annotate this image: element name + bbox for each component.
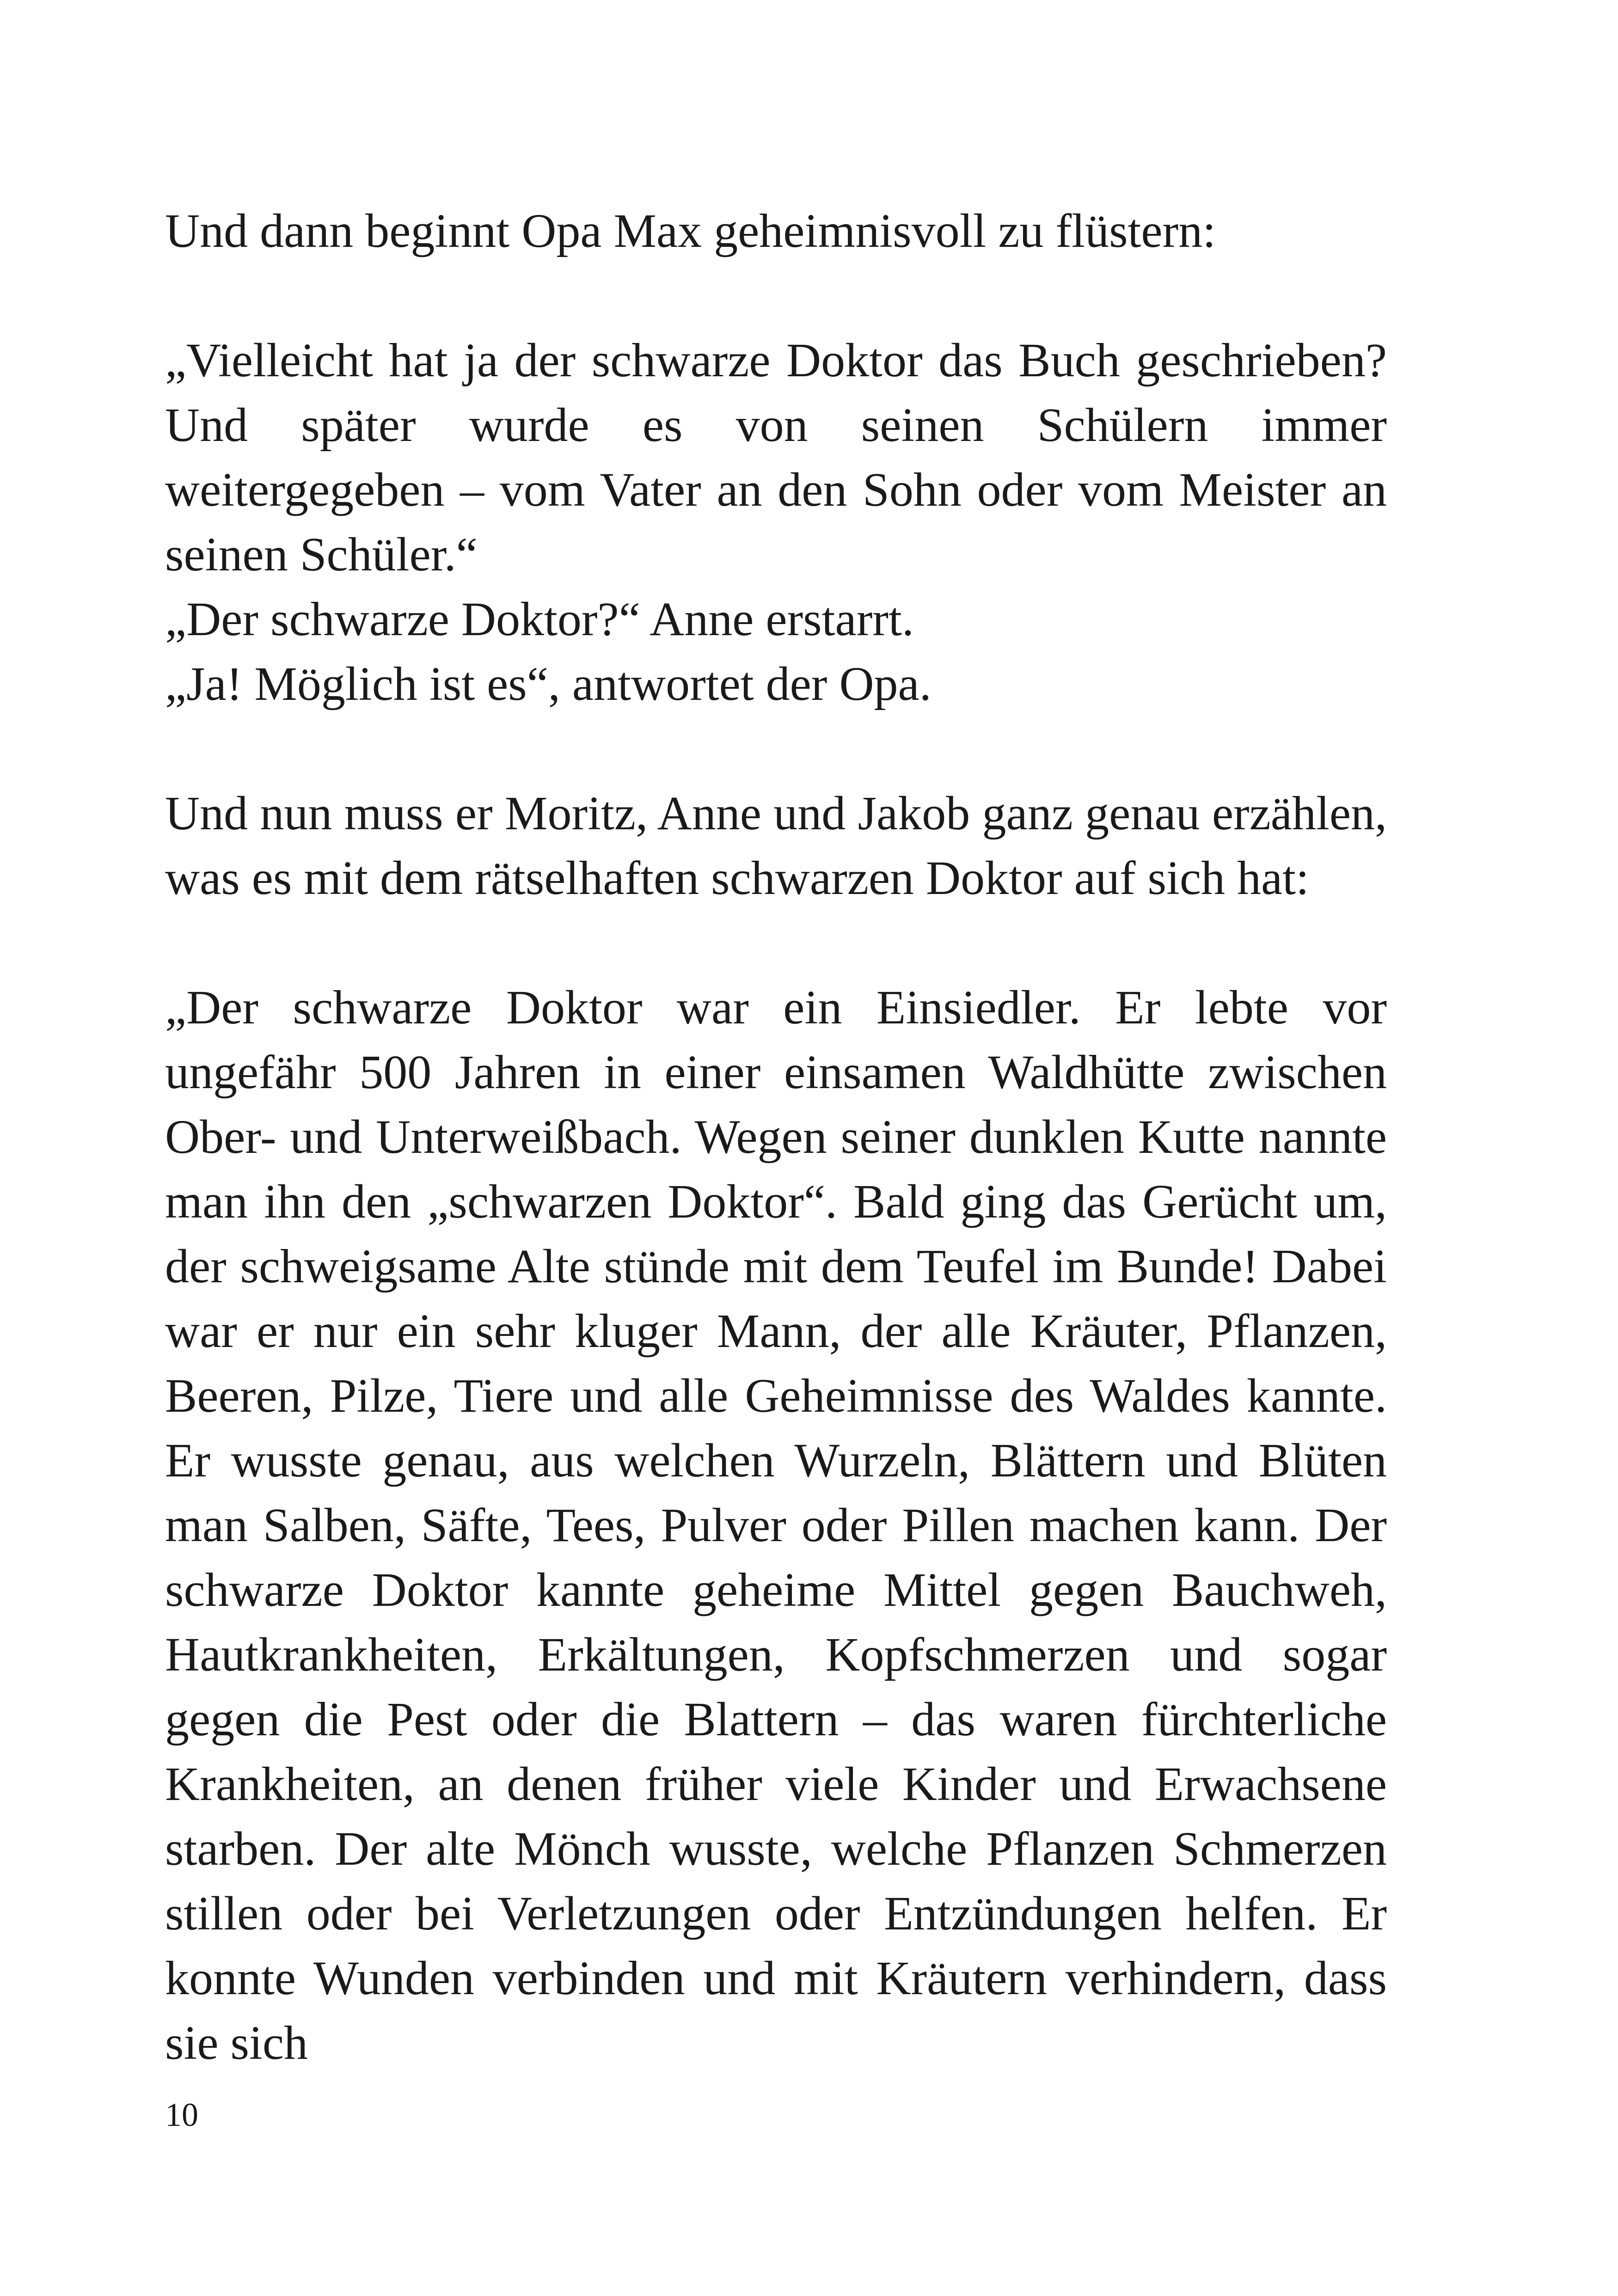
paragraph-gap [165, 716, 1387, 781]
page-number: 10 [165, 2096, 198, 2133]
dialogue-line-opa: „Ja! Möglich ist es“, antwortet der Opa. [165, 657, 932, 710]
paragraph-transition: Und nun muss er Moritz, Anne und Jakob ganz genau erzählen, was es mit dem rätselhaften schwarzen Doktor auf sich hat: [165, 787, 1387, 905]
paragraph-black-doctor: „Der schwarze Doktor war ein Einsiedler. Er lebte vor ungefähr 500 Jahren in einer einsamen Waldhütte zwischen Ober- und Unterweißbach. Wegen seiner dunklen Kutte nannte man ihn den „schwarzen Doktor“. Bald ging das Gerücht um, der schweigsame Alte stünde mit dem Teufel im Bunde! Dabei war er nur ein sehr kluger Mann, der alle Kräuter, Pflanzen, Beeren, Pilze, Tiere und alle Geheimnisse des Waldes kannte. Er wusste genau, aus welchen Wurzeln, Blättern und Blüten man Salben, Säfte, Tees, Pulver oder Pillen machen kann. Der schwarze Doktor kannte geheime Mittel gegen Bauchweh, Hautkrankheiten, Erkältungen, Kopfschmerzen und sogar gegen die Pest oder die Blattern – das waren fürchterliche Krankheiten, an denen früher viele Kinder und Erwachsene starben. Der alte Mönch wusste, welche Pflanzen Schmerzen stillen oder bei Verletzungen oder Entzündungen helfen. Er konnte Wunden verbinden und mit Kräutern verhindern, dass sie sich [165, 981, 1387, 2069]
page-body [165, 199, 1387, 2076]
paragraph-gap [165, 911, 1387, 975]
dialogue-line-anne: „Der schwarze Doktor?“ Anne erstarrt. [165, 593, 914, 646]
paragraph-quote-book: „Vielleicht hat ja der schwarze Doktor das Buch geschrieben? Und später wurde es von seinen Schülern immer weitergegeben – vom Vater an den Sohn oder vom Meister an seinen Schüler.“ [165, 334, 1387, 581]
paragraph-gap [165, 263, 1387, 328]
paragraph-intro: Und dann beginnt Opa Max geheimnisvoll zu flüstern: [165, 204, 1216, 257]
